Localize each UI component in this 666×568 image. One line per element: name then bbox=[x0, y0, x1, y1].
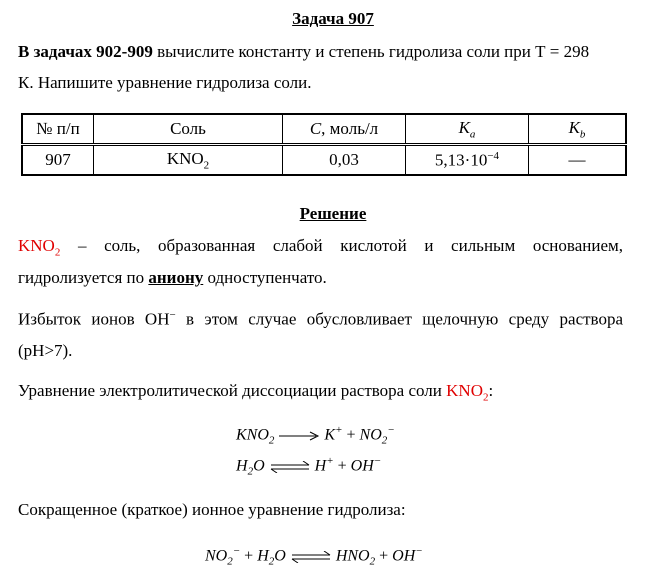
problem-line-1 bbox=[18, 42, 589, 62]
problem-range: В задачах 902-909 bbox=[18, 42, 153, 61]
right-arrow-icon bbox=[278, 431, 320, 441]
solution-heading: Решение bbox=[299, 204, 367, 223]
solution-p3 bbox=[18, 381, 493, 403]
salt-subscript: 2 bbox=[203, 159, 210, 172]
col-header-kb bbox=[529, 114, 627, 145]
conc-unit: , моль/л bbox=[321, 119, 379, 138]
problem-line-2: К. Напишите уравнение гидролиза соли. bbox=[18, 73, 312, 92]
equation-dissociation-water: $H_2O$ H+ + OH− bbox=[236, 455, 382, 478]
equilibrium-arrow-icon-2 bbox=[290, 551, 332, 563]
cell-num: 907 bbox=[22, 145, 94, 176]
conc-symbol: C bbox=[309, 119, 322, 138]
cell-salt bbox=[94, 145, 283, 176]
p2-sup: − bbox=[169, 309, 176, 321]
p2-text-a: Избыток ионов ОН bbox=[18, 309, 170, 329]
p3-text: Уравнение электролитической диссоциации раствора соли bbox=[18, 381, 447, 400]
ka-exponent: −4 bbox=[487, 149, 500, 162]
col-header-salt: Соль bbox=[94, 114, 283, 145]
col-header-ka bbox=[406, 114, 529, 145]
table-header-row bbox=[22, 114, 626, 145]
ka-value: 5,13·10 bbox=[434, 150, 488, 170]
formula-kno2: $KNO_2$ bbox=[18, 236, 61, 259]
solution-p2-line2: (pH>7). bbox=[18, 341, 73, 360]
problem-title: Задача 907 bbox=[292, 9, 374, 28]
cell-ka bbox=[406, 145, 529, 176]
anion-emphasis: аниону bbox=[148, 268, 204, 287]
p2-text-b: в этом случае обусловливает щелочную среду раствора bbox=[175, 309, 624, 329]
equilibrium-arrow-icon bbox=[269, 461, 311, 473]
salt-formula: KNO bbox=[166, 148, 204, 168]
data-table bbox=[21, 113, 627, 176]
kb-symbol: K bbox=[568, 117, 580, 137]
cell-kb: — bbox=[529, 145, 627, 176]
col-header-num: № п/п bbox=[22, 114, 94, 145]
solution-p1-line1 bbox=[18, 236, 623, 258]
kb-subscript: b bbox=[579, 128, 586, 141]
formula-kno2-2: $KNO_2$ bbox=[446, 381, 489, 404]
solution-p4: Сокращенное (краткое) ионное уравнение гидролиза: bbox=[18, 500, 406, 519]
p1-line2-start: гидролизуется по bbox=[18, 268, 149, 287]
table-row bbox=[22, 145, 626, 176]
problem-text-1: вычислите константу и степень гидролиза соли при Т = 298 bbox=[152, 42, 590, 61]
solution-p1-line2 bbox=[18, 268, 327, 288]
p3-colon: : bbox=[488, 381, 494, 400]
p1-line2-end: одноступенчато. bbox=[203, 268, 327, 287]
ka-symbol: K bbox=[458, 117, 470, 137]
ka-subscript: a bbox=[469, 128, 476, 141]
col-header-conc bbox=[283, 114, 406, 145]
solution-p2-line1 bbox=[18, 309, 623, 330]
equation-dissociation-salt: $KNO_2$ $K^+ + NO_2^-$ bbox=[236, 424, 395, 447]
p1-text: – соль, образованная слабой кислотой и сильным основанием, bbox=[60, 236, 623, 255]
cell-conc: 0,03 bbox=[283, 145, 406, 176]
equation-hydrolysis: $NO_2^- + H_2O$ $HNO_2 + OH^-$ bbox=[205, 545, 423, 568]
